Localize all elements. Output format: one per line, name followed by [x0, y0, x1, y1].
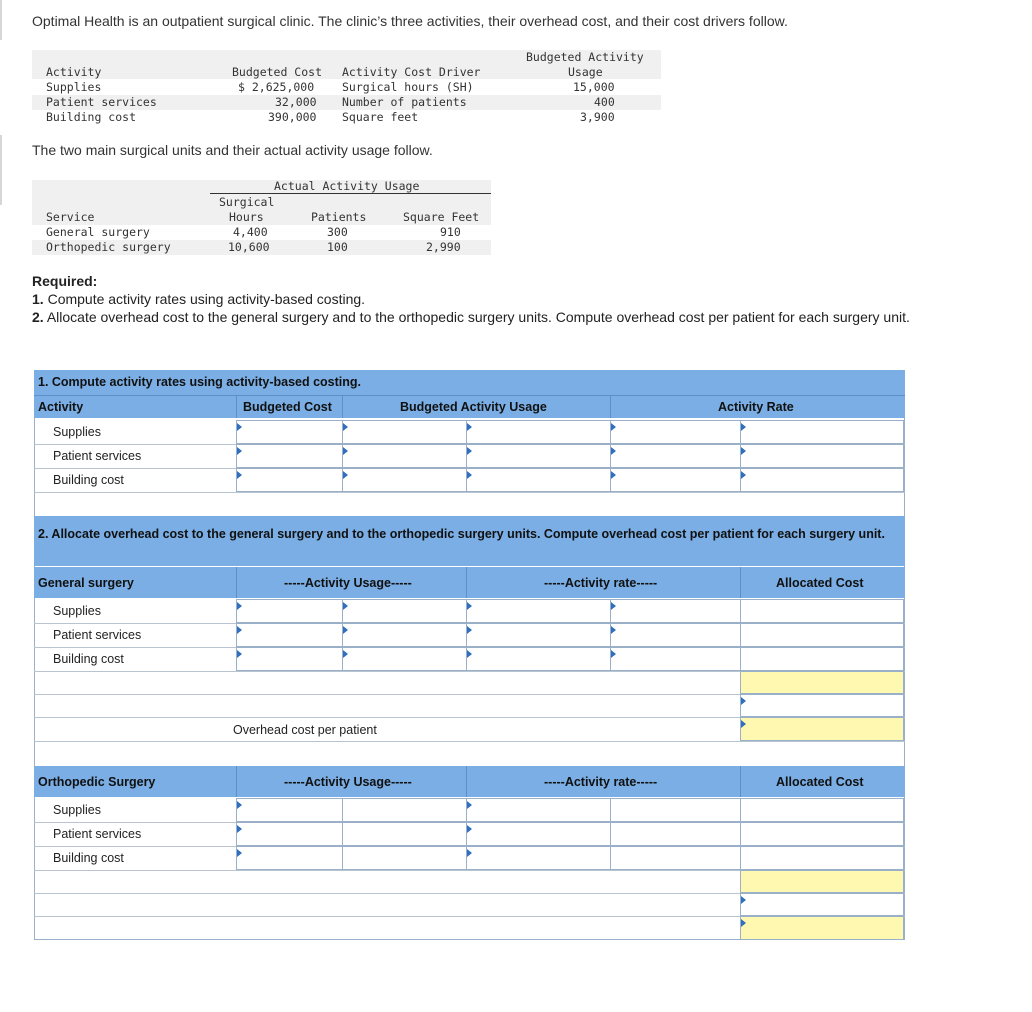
col-header-patients: Patients	[311, 210, 367, 224]
general-patient-services-usage-input[interactable]	[236, 623, 343, 647]
ortho-total-allocated-cost[interactable]	[740, 870, 904, 893]
row-activity: Patient services	[46, 95, 157, 109]
general-supplies-rate-input[interactable]	[466, 599, 611, 623]
ortho-building-rate-unit[interactable]	[610, 846, 741, 870]
row-sqft: 2,990	[426, 240, 461, 254]
building-cost-usage-amount-input[interactable]	[342, 468, 467, 492]
ortho-patient-services-rate-input[interactable]	[466, 822, 611, 846]
ortho-row-label: Supplies	[53, 803, 101, 817]
general-building-usage-unit-input[interactable]	[342, 647, 467, 671]
row-hours: 4,400	[233, 225, 268, 239]
ortho-patient-services-allocated-cost[interactable]	[740, 822, 904, 846]
general-patient-services-rate-unit-input[interactable]	[610, 623, 741, 647]
supplies-budgeted-cost-input[interactable]	[236, 420, 343, 444]
ortho-col-activity-rate: -----Activity rate-----	[544, 775, 658, 789]
general-building-usage-input[interactable]	[236, 647, 343, 671]
ortho-supplies-allocated-cost[interactable]	[740, 798, 904, 822]
general-number-of-patients-input[interactable]	[740, 694, 904, 717]
building-cost-rate-per-input[interactable]	[610, 468, 741, 492]
ortho-overhead-per-patient[interactable]	[740, 916, 904, 940]
general-row-label: Building cost	[53, 652, 124, 666]
row-usage: 15,000	[573, 80, 615, 94]
row-cost: $ 2,625,000	[238, 80, 315, 94]
row-driver: Number of patients	[342, 95, 467, 109]
row-cost: 32,000	[275, 95, 317, 109]
col-header-hours: Hours	[229, 210, 264, 224]
left-margin-rule	[0, 0, 4, 1012]
row-driver: Surgical hours (SH)	[342, 80, 474, 94]
col-activity-rate-label: Activity Rate	[718, 400, 794, 414]
group-header-actual-usage: Actual Activity Usage	[274, 179, 420, 193]
ortho-col-activity-usage: -----Activity Usage-----	[284, 775, 412, 789]
ortho-patient-services-usage-unit[interactable]	[342, 822, 467, 846]
building-cost-usage-unit-input[interactable]	[466, 468, 611, 492]
col-header-activity: Activity	[46, 65, 102, 79]
row-patients: 300	[327, 225, 348, 239]
row-activity: Supplies	[46, 80, 102, 94]
col-header-surgical: Surgical	[219, 195, 275, 209]
general-row-label: Supplies	[53, 604, 101, 618]
general-building-allocated-cost[interactable]	[740, 647, 904, 671]
col-activity-label: Activity	[38, 400, 84, 414]
supplies-usage-amount-input[interactable]	[342, 420, 467, 444]
col-header-usage: Usage	[568, 65, 603, 79]
general-supplies-usage-unit-input[interactable]	[342, 599, 467, 623]
row-sqft: 910	[440, 225, 461, 239]
supplies-rate-per-input[interactable]	[610, 420, 741, 444]
general-surgery-label: General surgery	[38, 576, 134, 590]
overhead-per-patient-label: Overhead cost per patient	[233, 723, 377, 737]
row-hours: 10,600	[228, 240, 270, 254]
general-patient-services-rate-input[interactable]	[466, 623, 611, 647]
ortho-patient-services-rate-unit[interactable]	[610, 822, 741, 846]
col-header-budgeted-cost: Budgeted Cost	[232, 65, 323, 79]
row-service: General surgery	[46, 225, 150, 239]
col-budgeted-cost-label: Budgeted Cost	[243, 400, 332, 414]
row-usage: 400	[594, 95, 615, 109]
ortho-row-label: Building cost	[53, 851, 124, 865]
ortho-supplies-usage-unit[interactable]	[342, 798, 467, 822]
general-col-allocated-cost: Allocated Cost	[776, 576, 864, 590]
general-surgery-header	[34, 567, 905, 598]
ortho-patient-services-usage-input[interactable]	[236, 822, 343, 846]
general-building-rate-unit-input[interactable]	[610, 647, 741, 671]
ortho-supplies-rate-input[interactable]	[466, 798, 611, 822]
general-patient-services-allocated-cost[interactable]	[740, 623, 904, 647]
building-cost-activity-rate-input[interactable]	[740, 468, 904, 492]
general-patient-services-usage-unit-input[interactable]	[342, 623, 467, 647]
row-usage: 3,900	[580, 110, 615, 124]
part1-row-label: Supplies	[53, 425, 101, 439]
row-driver: Square feet	[342, 110, 419, 124]
general-total-allocated-cost[interactable]	[740, 671, 904, 694]
ortho-number-of-patients-input[interactable]	[740, 893, 904, 916]
ortho-building-usage-unit[interactable]	[342, 846, 467, 870]
general-supplies-rate-unit-input[interactable]	[610, 599, 741, 623]
supplies-activity-rate-input[interactable]	[740, 420, 904, 444]
orthopedic-surgery-header	[34, 766, 905, 797]
patient-services-rate-per-input[interactable]	[610, 444, 741, 468]
sentence-two: The two main surgical units and their actual activity usage follow.	[32, 142, 433, 158]
supplies-usage-unit-input[interactable]	[466, 420, 611, 444]
patient-services-usage-unit-input[interactable]	[466, 444, 611, 468]
general-col-activity-usage: -----Activity Usage-----	[284, 576, 412, 590]
ortho-supplies-rate-unit[interactable]	[610, 798, 741, 822]
general-supplies-allocated-cost[interactable]	[740, 599, 904, 623]
building-cost-budgeted-cost-input[interactable]	[236, 468, 343, 492]
orthopedic-surgery-label: Orthopedic Surgery	[38, 775, 156, 789]
patient-services-activity-rate-input[interactable]	[740, 444, 904, 468]
col-header-square-feet: Square Feet	[403, 210, 480, 224]
general-row-label: Patient services	[53, 628, 142, 642]
patient-services-usage-amount-input[interactable]	[342, 444, 467, 468]
part2-title: 2. Allocate overhead cost to the general surgery and to the orthopedic surgery units. Compute overhead cost per patient for each surgery unit.	[38, 527, 885, 541]
general-overhead-per-patient[interactable]	[740, 717, 904, 741]
part1-row-label: Patient services	[53, 449, 142, 463]
ortho-row-label: Patient services	[53, 827, 142, 841]
required-item-1: 1. Compute activity rates using activity-based costing.	[32, 291, 366, 307]
general-col-activity-rate: -----Activity rate-----	[544, 576, 658, 590]
part1-row-label: Building cost	[53, 473, 124, 487]
ortho-supplies-usage-input[interactable]	[236, 798, 343, 822]
row-cost: 390,000	[268, 110, 317, 124]
general-supplies-usage-input[interactable]	[236, 599, 343, 623]
col-budgeted-usage-label: Budgeted Activity Usage	[400, 400, 547, 414]
row-service: Orthopedic surgery	[46, 240, 171, 254]
part1-title: 1. Compute activity rates using activity-based costing.	[38, 375, 362, 389]
required-heading: Required:	[32, 273, 98, 289]
ortho-col-allocated-cost: Allocated Cost	[776, 775, 864, 789]
row-activity: Building cost	[46, 110, 137, 124]
required-item-2: 2. Allocate overhead cost to the general surgery and to the orthopedic surgery units. Compute overhead cost per patient for each surgery unit.	[32, 309, 910, 325]
col-header-service: Service	[46, 210, 95, 224]
col-header-cost-driver: Activity Cost Driver	[342, 65, 481, 79]
row-patients: 100	[327, 240, 348, 254]
ortho-building-allocated-cost[interactable]	[740, 846, 904, 870]
patient-services-budgeted-cost-input[interactable]	[236, 444, 343, 468]
intro-text: Optimal Health is an outpatient surgical clinic. The clinic’s three activities, their overhead cost, and their cost drivers follow.	[32, 13, 788, 29]
ortho-building-usage-input[interactable]	[236, 846, 343, 870]
general-building-rate-input[interactable]	[466, 647, 611, 671]
col-header-budgeted-activity: Budgeted Activity	[526, 50, 644, 64]
ortho-building-rate-input[interactable]	[466, 846, 611, 870]
